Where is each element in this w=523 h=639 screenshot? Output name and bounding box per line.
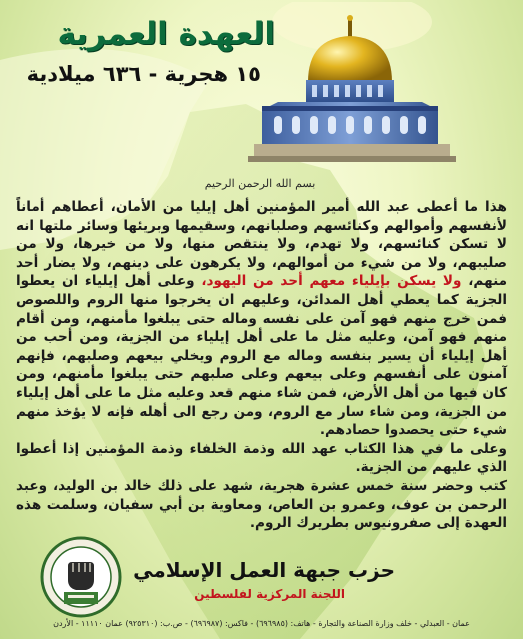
contact-address: عمان - العبدلي - خلف وزارة الصناعة والتجارة - هاتف: (٦٩٦٩٨٥) - فاكس: (٦٩٦٩٨٧) - ص.ب: (٩٢٥٣١٠) عمان ١١١١٠ - الأردن [53,619,470,628]
date-subtitle: ١٥ هجرية - ٦٣٦ ميلادية [26,62,261,86]
page-title: العهدة العمرية [57,16,275,52]
paragraph-3: كتب وحضر سنة خمس عشرة هجرية، شهد على ذلك خالد بن الوليد، وعبد الرحمن بن عوف، وعمرو بن العاص، ومعاوية بن أبي سفيان، وسلمت هذه العهدة إلى صفرونيوس بطريرك الروم. [16,477,507,532]
paragraph-1 [16,198,507,440]
committee-name: اللجنة المركزية لفلسطين [194,587,345,601]
highlighted-clause: ولا يسكن بإيلياء معهم أحد من اليهود، [201,273,462,290]
covenant-text [16,198,507,533]
paragraph-1-text-a: هذا ما أعطى عبد الله أمير المؤمنين أهل إيليا من الأمان، أعطاهم أماناً لأنفسهم وأموالهم وكنائسهم وصلبانهم، وسقيمها وبريئها وسائر ملتها انه لا تسكن كنائسهم، ولا تهدم، ولا ينتقص منها، ولا من خيرها، ولا من صليبهم، ولا من شيء من أموالهم، ولا يكرهون على دينهم، ولا يضار أحد منهم، [16,199,508,290]
party-emblem-fist [40,536,122,618]
bismillah-calligraphy: بسم الله الرحمن الرحيم [204,177,316,190]
paragraph-1-text-b: وعلى أهل إيلياء ان يعطوا الجزية كما يعطي أهل المدائن، وعليهم ان يخرجوا منها الروم واللصوص فمن خرج منهم فهو آمن على نفسه وماله حتى يبلغوا مأمنهم، ومن أقام منهم فهو آمن، وعليه مثل ما على أهل إيلياء من الجزية، ومن أحب من أهل إيلياء أن يسير بنفسه وماله مع الروم ويخلي بيعهم وصلبهم، فإنهم آمنون على أنفسهم وعلى بيعهم وعلى صلبهم حتى يبلغوا مأمنهم، ومن كان فيها من أهل الأرض، فمن شاء منهم قعد وعليه مثل ما على أهل إيلياء من الجزية، ومن شاء سار مع الروم، ومن رجع الى أهله فإنه لا يؤخذ منهم شيء حتى يحصدوا حصادهم. [16,273,507,439]
dome-of-the-rock-image [248,2,456,162]
paragraph-2: وعلى ما في هذا الكتاب عهد الله وذمة الخلفاء وذمة المؤمنين إذا أعطوا الذي عليهم من الجزية. [16,440,507,476]
party-name: حزب جبهة العمل الإسلامي [133,558,395,582]
